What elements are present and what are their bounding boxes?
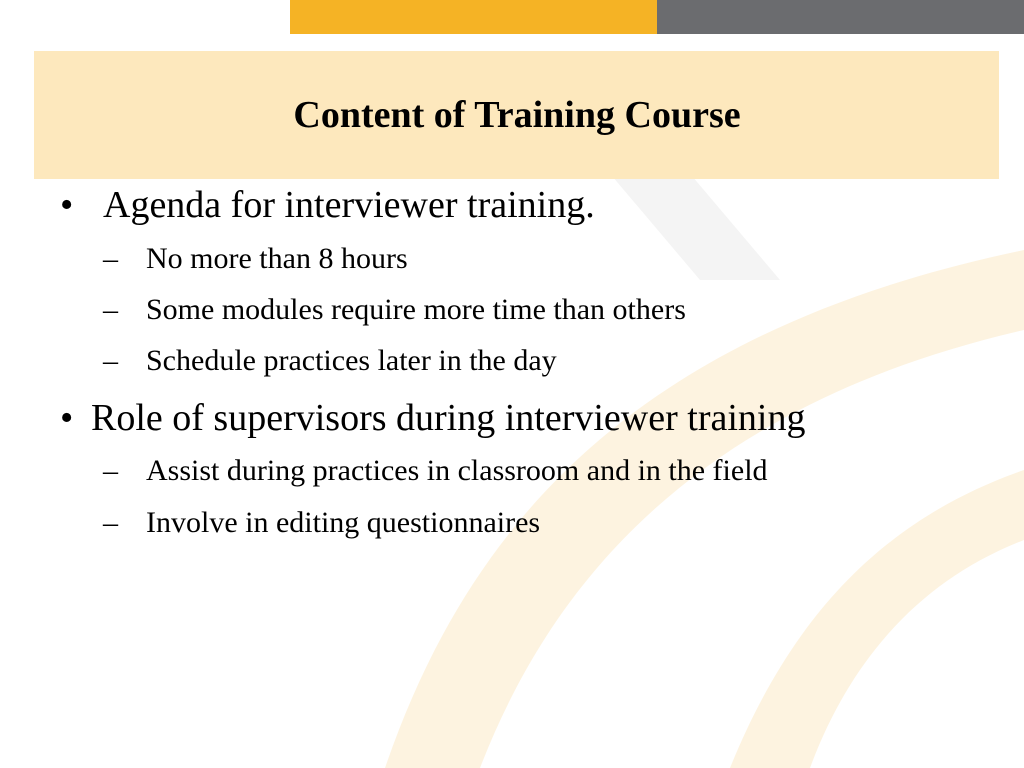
- bullet-marker: •: [60, 397, 74, 439]
- subitem-marker: –: [103, 293, 118, 326]
- subitem-marker: –: [103, 506, 118, 539]
- subitem-involve-in-editing: Involve in editing questionnaires: [146, 506, 541, 539]
- bullet-marker: •: [60, 184, 74, 226]
- subitem-assist-during-practices: Assist during practices in classroom and in the field: [146, 454, 768, 487]
- slide-title-text: Content of Training Course: [293, 94, 741, 136]
- bullet-item-agenda: Agenda for interviewer training.: [103, 184, 595, 226]
- subitem-marker: –: [103, 242, 118, 275]
- subitem-schedule-practices: Schedule practices later in the day: [146, 344, 557, 377]
- bullet-item-role-of-supervisors: Role of supervisors during interviewer training: [91, 397, 806, 439]
- subitem-marker: –: [103, 454, 118, 487]
- subitem-some-modules: Some modules require more time than others: [146, 293, 686, 326]
- subitem-no-more-than-8-hours: No more than 8 hours: [146, 242, 408, 275]
- subitem-marker: –: [103, 344, 118, 377]
